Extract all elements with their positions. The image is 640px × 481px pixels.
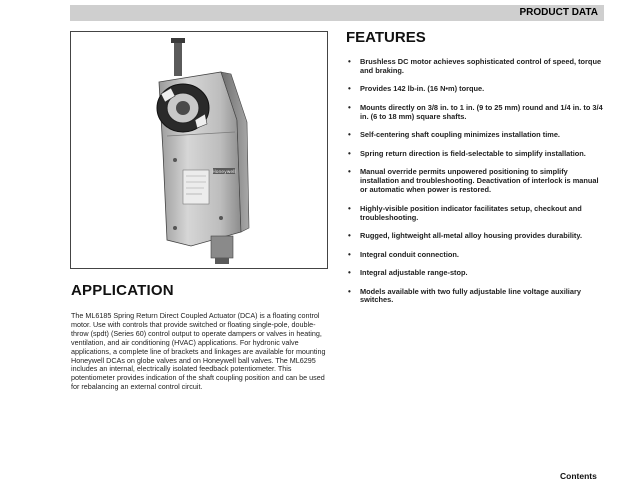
feature-item: • Provides 142 lb-in. (16 N•m) torque. <box>348 85 606 94</box>
header-bar <box>70 5 604 21</box>
brand-logo: Honeywell <box>212 170 236 175</box>
shaft <box>174 40 182 76</box>
feature-item: • Integral conduit connection. <box>348 251 606 260</box>
features-list <box>348 58 606 315</box>
feature-item: • Mounts directly on 3/8 in. to 1 in. (9 to 25 mm) round and 1/4 in. to 3/4 in. (6 to 18 mm) square shafts. <box>348 104 606 122</box>
actuator-illustration <box>71 32 329 270</box>
header-label: PRODUCT DATA <box>519 7 598 18</box>
features-heading: FEATURES <box>346 29 426 46</box>
feature-item: • Spring return direction is field-selectable to simplify installation. <box>348 150 606 159</box>
feature-item: • Self-centering shaft coupling minimizes installation time. <box>348 131 606 140</box>
feature-item: • Rugged, lightweight all-metal alloy housing provides durability. <box>348 232 606 241</box>
contents-label: Contents <box>560 471 597 481</box>
feature-item: • Integral adjustable range-stop. <box>348 269 606 278</box>
product-image <box>70 31 328 269</box>
conduit-connector <box>211 236 233 258</box>
feature-item: • Highly-visible position indicator facilitates setup, checkout and troubleshooting. <box>348 205 606 223</box>
rating-label <box>183 170 209 204</box>
feature-item: • Manual override permits unpowered positioning to simplify installation and troubleshooting. Deactivation of interlock is manual or automatic when power is restored. <box>348 168 606 195</box>
feature-item: • Models available with two fully adjustable line voltage auxiliary switches. <box>348 288 606 306</box>
application-body: The ML6185 Spring Return Direct Coupled Actuator (DCA) is a floating control motor. Use with controls that provide switched or floating single-pole, double-throw (spdt) (Series 60) control output to operate dampers or valves in heating, ventilation, and air conditioning (HVAC) applications. For hydronic valve applications, a complete line of brackets and linkages are available for mounting Honeywell DCAs on globe valves and on Honeywell ball valves. The ML6295 includes an internal, electrically isolated feedback potentiometer. This potentiometer provides indication of the shaft coupling position and can be used for rebalancing an external control circuit. <box>71 311 326 392</box>
feature-item: • Brushless DC motor achieves sophisticated control of speed, torque and braking. <box>348 58 606 76</box>
application-heading: APPLICATION <box>71 282 174 299</box>
